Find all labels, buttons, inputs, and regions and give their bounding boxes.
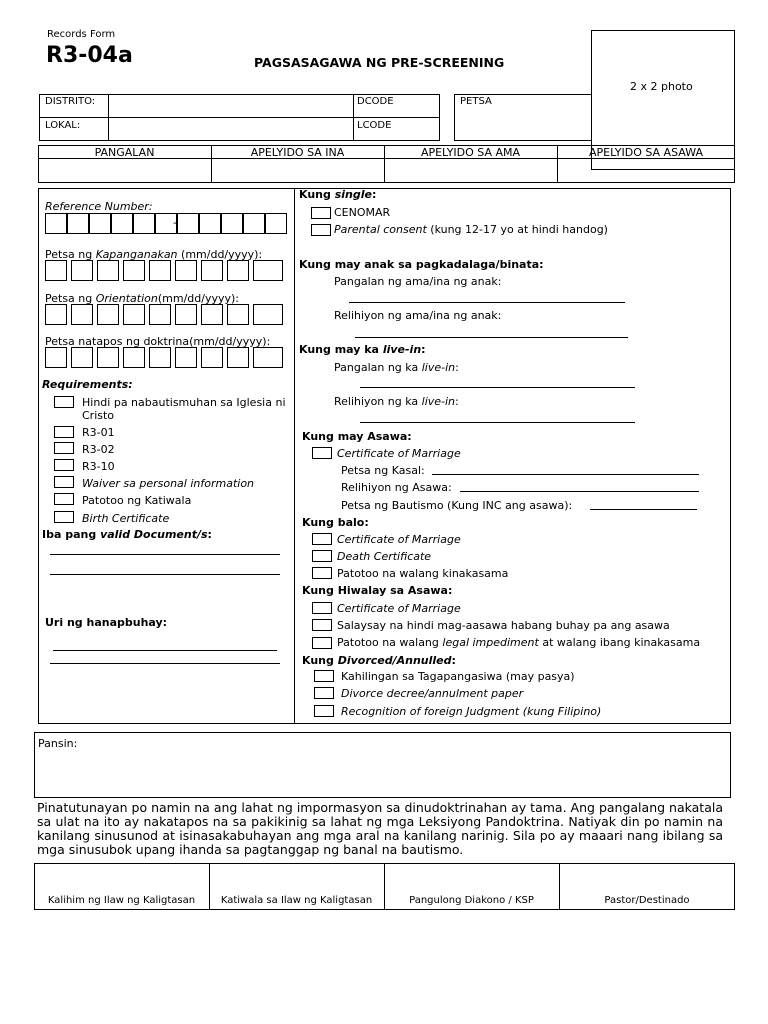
apelyido-asawa-field[interactable] xyxy=(558,159,734,182)
divorced-item-kahilingan: Kahilingan sa Tagapangasiwa (may pasya) xyxy=(341,670,575,683)
single-checkbox-parental[interactable] xyxy=(311,224,331,236)
signature-katiwala[interactable]: Katiwala sa Ilaw ng Kaligtasan xyxy=(220,895,373,906)
occupation-line-1[interactable] xyxy=(53,650,277,651)
livein-name-label: Pangalan ng ka live-in: xyxy=(334,361,459,374)
petsa-box[interactable] xyxy=(454,94,592,141)
req-item-r3-01: R3-01 xyxy=(82,426,115,439)
asawa-item-cert: Certificate of Marriage xyxy=(337,447,461,460)
child-parent-name-line[interactable] xyxy=(349,302,625,303)
petsa-kasal-line[interactable] xyxy=(432,474,699,475)
occupation-line-2[interactable] xyxy=(50,663,280,664)
req-checkbox-waiver[interactable] xyxy=(54,476,74,488)
divorced-checkbox-decree[interactable] xyxy=(314,687,334,699)
req-checkbox-birth-cert[interactable] xyxy=(54,511,74,523)
pangalan-field[interactable] xyxy=(39,159,210,182)
asawa-checkbox-cert[interactable] xyxy=(312,447,332,459)
petsa-kasal-label: Petsa ng Kasal: xyxy=(341,464,425,477)
other-docs-line-1[interactable] xyxy=(50,554,280,555)
req-checkbox-patotoo[interactable] xyxy=(54,493,74,505)
col-apelyido-asawa: APELYIDO SA ASAWA xyxy=(588,146,703,159)
pansin-label: Pansin: xyxy=(38,737,78,750)
balo-checkbox-death[interactable] xyxy=(312,550,332,562)
req-checkbox-hindi-bautismo[interactable] xyxy=(54,396,74,408)
reference-label: Reference Number: xyxy=(45,200,153,213)
divorced-checkbox-recognition[interactable] xyxy=(314,705,334,717)
req-checkbox-r3-10[interactable] xyxy=(54,459,74,471)
hiwalay-checkbox-salaysay[interactable] xyxy=(312,619,332,631)
requirements-label: Requirements: xyxy=(42,378,133,391)
req-checkbox-r3-01[interactable] xyxy=(54,426,74,438)
balo-item-patotoo: Patotoo na walang kinakasama xyxy=(337,567,509,580)
petsa-bautismo-line[interactable] xyxy=(590,509,697,510)
req-item-r3-02: R3-02 xyxy=(82,443,115,456)
hiwalay-item-patotoo: Patotoo na walang legal impediment at walang ibang kinakasama xyxy=(337,636,701,649)
single-label: Kung single: xyxy=(299,188,377,201)
lokal-label: LOKAL: xyxy=(45,120,81,131)
certification-text: Pinatutunayan po namin na ang lahat ng impormasyon sa dinudoktrinahan ay tama. Ang pangalang nakatala sa ulat na ito ay nakatapos na sa pakikinig sa lahat ng mga Leksiyong Pandoktrina. Natiyak din po namin na kanilang sinusunod at isinasakabuhayan ang mga aral na kanilang narinig. Sila po ay maaari nang ibilang sa mga sinusubok upang ihanda sa pagtanggap ng banal na bautismo. xyxy=(37,800,723,857)
signature-kalihim[interactable]: Kalihim ng Ilaw ng Kaligtasan xyxy=(47,895,196,906)
orientation-label: Petsa ng Orientation(mm/dd/yyyy): xyxy=(45,292,239,305)
divorced-label: Kung Divorced/Annulled: xyxy=(302,654,456,667)
col-pangalan: PANGALAN xyxy=(94,146,155,159)
livein-name-line[interactable] xyxy=(360,387,635,388)
occupation-label: Uri ng hanapbuhay: xyxy=(45,616,168,629)
other-docs-label: Iba pang valid Document/s: xyxy=(42,528,212,541)
hiwalay-checkbox-cert[interactable] xyxy=(312,602,332,614)
livein-religion-line[interactable] xyxy=(360,422,635,423)
pansin-box[interactable] xyxy=(34,732,731,798)
balo-label: Kung balo: xyxy=(302,516,369,529)
lokal-field[interactable] xyxy=(110,118,352,140)
birth-date-grid[interactable] xyxy=(45,260,289,282)
req-item-patotoo: Patotoo ng Katiwala xyxy=(82,494,192,507)
child-parent-religion-line[interactable] xyxy=(355,337,628,338)
req-item-birth-cert: Birth Certificate xyxy=(82,512,170,525)
petsa-bautismo-label: Petsa ng Bautismo (Kung INC ang asawa): xyxy=(341,499,573,512)
birth-label: Petsa ng Kapanganakan (mm/dd/yyyy): xyxy=(45,248,263,261)
balo-item-cert: Certificate of Marriage xyxy=(337,533,461,546)
other-docs-line-2[interactable] xyxy=(50,574,280,575)
page-title: PAGSASAGAWA NG PRE-SCREENING xyxy=(254,55,505,70)
signature-pastor[interactable]: Pastor/Destinado xyxy=(604,895,690,906)
child-parent-name-label: Pangalan ng ama/ina ng anak: xyxy=(334,275,502,288)
col-apelyido-ina: APELYIDO SA INA xyxy=(250,146,345,159)
petsa-label: PETSA xyxy=(460,96,492,107)
distrito-label: DISTRITO: xyxy=(45,96,96,107)
hiwalay-checkbox-patotoo[interactable] xyxy=(312,637,332,649)
hiwalay-label: Kung Hiwalay sa Asawa: xyxy=(302,584,453,597)
single-checkbox-cenomar[interactable] xyxy=(311,207,331,219)
relihiyon-asawa-line[interactable] xyxy=(460,491,699,492)
divorced-checkbox-kahilingan[interactable] xyxy=(314,670,334,682)
livein-label: Kung may ka live-in: xyxy=(299,343,426,356)
child-parent-religion-label: Relihiyon ng ama/ina ng anak: xyxy=(334,309,502,322)
col-apelyido-ama: APELYIDO SA AMA xyxy=(420,146,521,159)
single-item-parental: Parental consent (kung 12-17 yo at hindi handog) xyxy=(334,223,608,236)
req-checkbox-r3-02[interactable] xyxy=(54,442,74,454)
balo-checkbox-cert[interactable] xyxy=(312,533,332,545)
doctrine-label: Petsa natapos ng doktrina(mm/dd/yyyy): xyxy=(45,335,271,348)
relihiyon-asawa-label: Relihiyon ng Asawa: xyxy=(341,481,452,494)
photo-label: 2 x 2 photo xyxy=(630,80,693,93)
divorced-item-decree: Divorce decree/annulment paper xyxy=(341,687,524,700)
apelyido-ina-field[interactable] xyxy=(212,159,383,182)
req-item-waiver: Waiver sa personal information xyxy=(82,477,255,490)
hiwalay-item-cert: Certificate of Marriage xyxy=(337,602,461,615)
distrito-field[interactable] xyxy=(110,95,352,116)
req-item-r3-10: R3-10 xyxy=(82,460,115,473)
balo-item-death: Death Certificate xyxy=(337,550,432,563)
reference-number-grid[interactable] xyxy=(45,213,289,235)
divorced-item-recognition: Recognition of foreign Judgment (kung Filipino) xyxy=(341,705,602,718)
hiwalay-item-salaysay: Salaysay na hindi mag-aasawa habang buhay pa ang asawa xyxy=(337,619,670,632)
form-code: R3-04a xyxy=(46,43,133,68)
lcode-label: LCODE xyxy=(357,120,392,131)
asawa-label: Kung may Asawa: xyxy=(302,430,412,443)
signature-pangulong-diakono[interactable]: Pangulong Diakono / KSP xyxy=(409,895,534,906)
orientation-date-grid[interactable] xyxy=(45,304,289,326)
form-label: Records Form xyxy=(47,29,116,40)
balo-checkbox-patotoo[interactable] xyxy=(312,567,332,579)
reference-dash: - xyxy=(173,216,177,229)
req-item-hindi-bautismo: Hindi pa nabautismuhan sa Iglesia ni Cristo xyxy=(82,396,286,422)
dcode-label: DCODE xyxy=(357,96,394,107)
single-item-cenomar: CENOMAR xyxy=(334,206,391,219)
child-label: Kung may anak sa pagkadalaga/binata: xyxy=(299,258,544,271)
livein-religion-label: Relihiyon ng ka live-in: xyxy=(334,395,459,408)
apelyido-ama-field[interactable] xyxy=(385,159,556,182)
doctrine-date-grid[interactable] xyxy=(45,347,289,369)
